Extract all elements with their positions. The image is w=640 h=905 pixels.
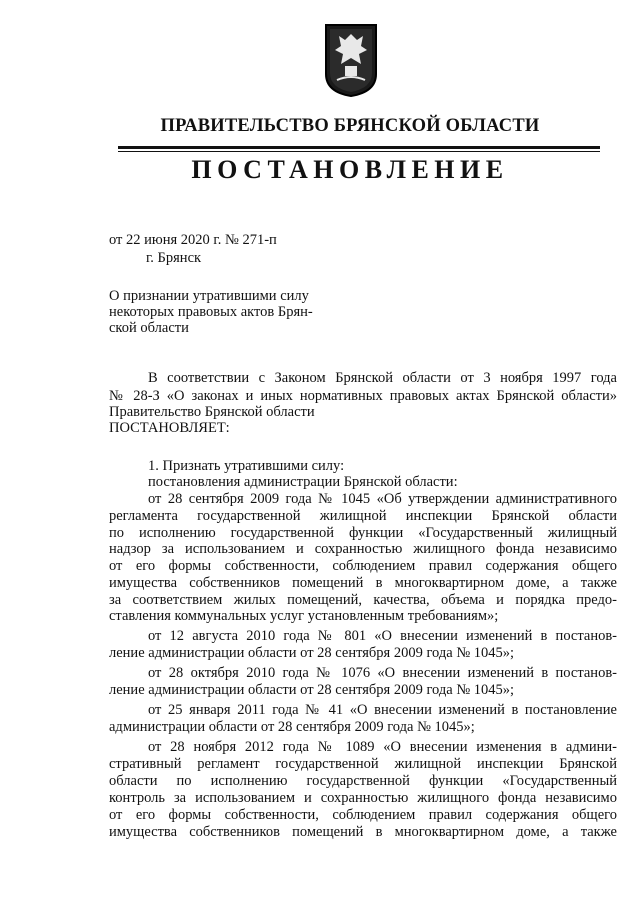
- body-line: имущества собственников помещений в многоквартирном доме, а также: [109, 575, 617, 591]
- body-line: администрации области от 28 сентября 2009 года № 1045»;: [109, 719, 475, 735]
- body-line: области по исполнению государственной функции «Государственный: [109, 773, 617, 789]
- body-line: от 28 ноября 2012 года № 1089 «О внесении изменения в админи-: [148, 739, 617, 755]
- city: г. Брянск: [146, 250, 202, 266]
- coat-of-arms-icon: [323, 22, 379, 98]
- body-line: от его формы собственности, соблюдением правил содержания общего: [109, 558, 617, 574]
- body-line: по исполнению государственной функции «Государственный жилищный: [109, 525, 617, 541]
- header-rule-thin: [118, 151, 600, 152]
- body-line: от 12 августа 2010 года № 801 «О внесении изменений в постанов-: [148, 628, 617, 644]
- body-line: ПОСТАНОВЛЯЕТ:: [109, 420, 230, 436]
- body-line: ление администрации области от 28 сентября 2009 года № 1045»;: [109, 682, 515, 698]
- body-line: от его формы собственности, соблюдением правил содержания общего: [109, 807, 617, 823]
- government-title: ПРАВИТЕЛЬСТВО БРЯНСКОЙ ОБЛАСТИ: [160, 116, 540, 136]
- body-line: надзор за использованием и сохранностью жилищного фонда независимо: [109, 541, 617, 557]
- document-type: ПОСТАНОВЛЕНИЕ: [191, 155, 509, 184]
- title-line: ской области: [109, 320, 189, 336]
- body-line: от 28 сентября 2009 года № 1045 «Об утверждении административного: [148, 491, 617, 507]
- body-line: Правительство Брянской области: [109, 404, 315, 420]
- header-rule-thick: [118, 146, 600, 149]
- body-line: 1. Признать утратившими силу:: [148, 458, 345, 474]
- body-line: № 28-З «О законах и иных нормативных правовых актах Брянской области»: [109, 388, 617, 404]
- body-line: контроль за использованием и сохранностью жилищного фонда независимо: [109, 790, 617, 806]
- body-line: ление администрации области от 28 сентября 2009 года № 1045»;: [109, 645, 515, 661]
- title-line: некоторых правовых актов Брян-: [109, 304, 313, 320]
- body-line: стративный регламент государственной жилищной инспекции Брянской: [109, 756, 617, 772]
- body-line: имущества собственников помещений в многоквартирном доме, а также: [109, 824, 617, 840]
- body-line: от 25 января 2011 года № 41 «О внесении изменений в постановление: [148, 702, 617, 718]
- body-line: от 28 октября 2010 года № 1076 «О внесении изменений в постанов-: [148, 665, 617, 681]
- body-line: регламента государственной жилищной инспекции Брянской области: [109, 508, 617, 524]
- body-line: за соответствием жилых помещений, качества, объема и порядка предо-: [109, 592, 617, 608]
- body-line: ставления коммунальных услуг установленным требованиям»;: [109, 608, 499, 624]
- body-line: постановления администрации Брянской области:: [148, 474, 458, 490]
- body-line: В соответствии с Законом Брянской области от 3 ноября 1997 года: [148, 370, 617, 386]
- title-line: О признании утратившими силу: [109, 288, 309, 304]
- date-number: от 22 июня 2020 г. № 271-п: [109, 232, 277, 248]
